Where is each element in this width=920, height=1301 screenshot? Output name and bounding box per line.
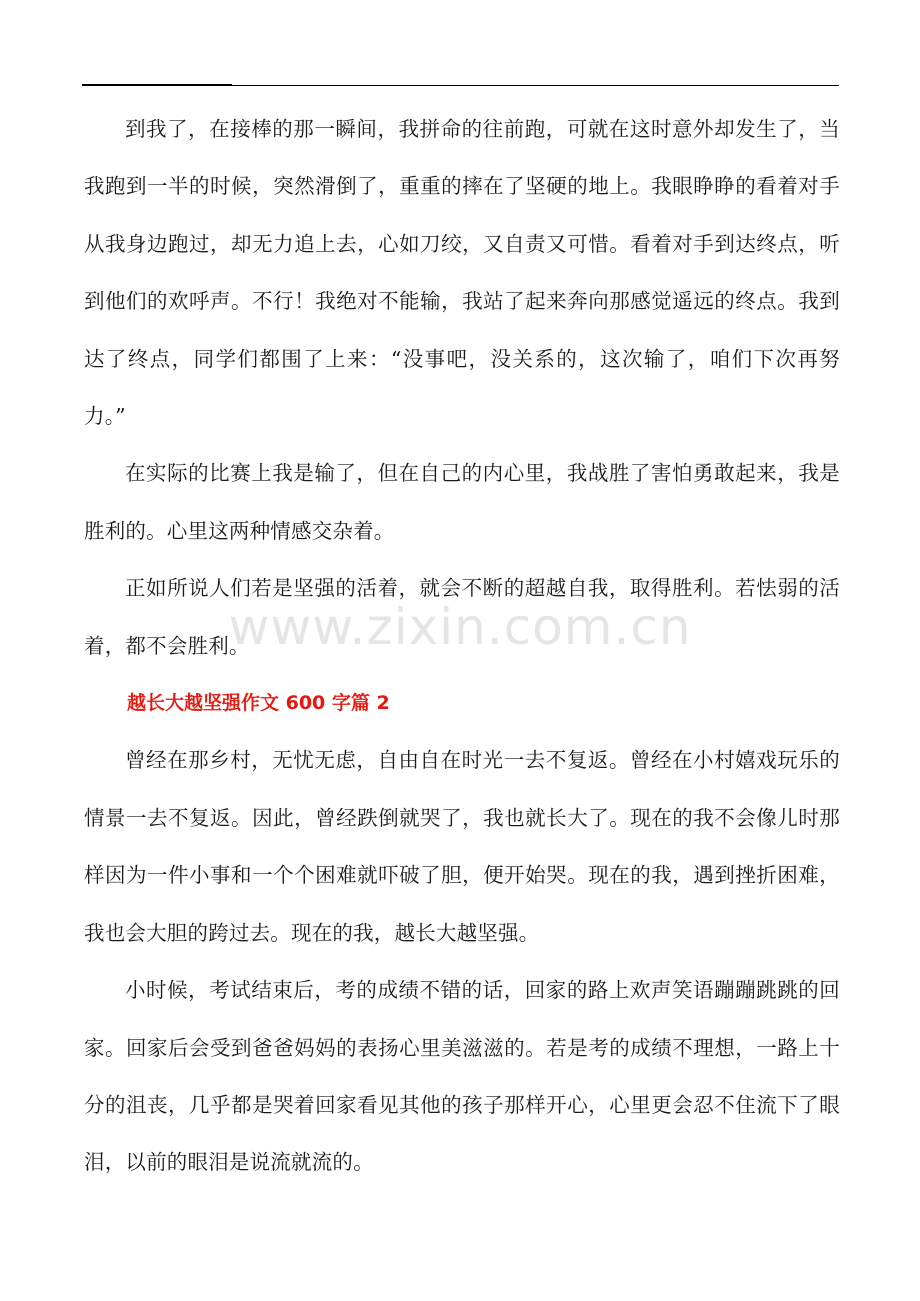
paragraph: 到我了，在接棒的那一瞬间，我拼命的往前跑，可就在这时意外却发生了，当我跑到一半的时候，突然滑倒了，重重的摔在了坚硬的地上。我眼睁睁的看着对手从我身边跑过，却无力追上去，心如刀绞，又自责又可惜。看着对手到达终点，听到他们的欢呼声。不行！我绝对不能输，我站了起来奔向那感觉遥远的终点。我到达了终点，同学们都围了上来：“没事吧，没关系的，这次输了，咱们下次再努力。” bbox=[84, 117, 840, 429]
header-rule-thick bbox=[82, 84, 232, 86]
header-rule-thin bbox=[232, 85, 839, 86]
document-body bbox=[84, 101, 840, 1192]
paragraph: 曾经在那乡村，无忧无虑，自由自在时光一去不复返。曾经在小村嬉戏玩乐的情景一去不复返。因此，曾经跌倒就哭了，我也就长大了。现在的我不会像儿时那样因为一件小事和一个个困难就吓破了胆，便开始哭。现在的我，遇到挫折困难，我也会大胆的跨过去。现在的我，越长大越坚强。 bbox=[84, 748, 840, 945]
section-heading: 越长大越坚强作文 600 字篇 2 bbox=[127, 692, 390, 715]
watermark: www.zixin.com.cn bbox=[228, 598, 692, 656]
paragraph: 小时候，考试结束后，考的成绩不错的话，回家的路上欢声笑语蹦蹦跳跳的回家。回家后会受到爸爸妈妈的表扬心里美滋滋的。若是考的成绩不理想，一路上十分的沮丧，几乎都是哭着回家看见其他的孩子那样开心，心里更会忍不住流下了眼泪，以前的眼泪是说流就流的。 bbox=[84, 978, 840, 1175]
paragraph: 在实际的比赛上我是输了，但在自己的内心里，我战胜了害怕勇敢起来，我是胜利的。心里这两种情感交杂着。 bbox=[84, 461, 840, 543]
paragraph: 正如所说人们若是坚强的活着，就会不断的超越自我，取得胜利。若怯弱的活着，都不会胜利。 bbox=[84, 576, 840, 658]
